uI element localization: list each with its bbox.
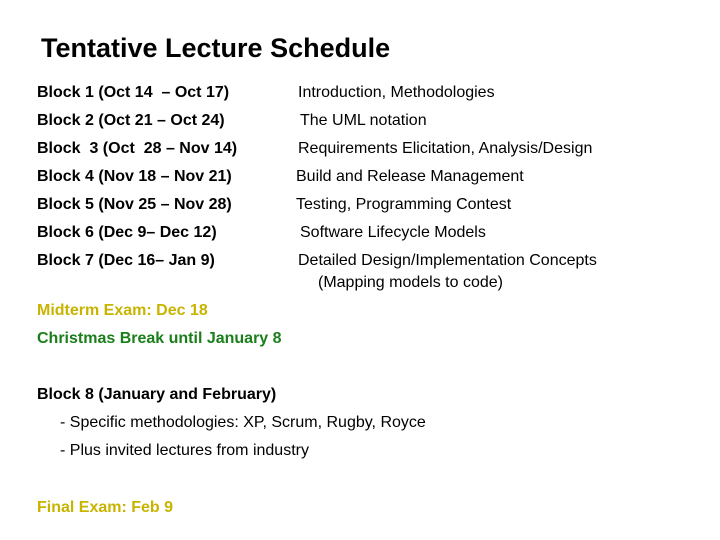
schedule-row [0, 252, 720, 274]
final-exam-note: Final Exam: Feb 9 [37, 499, 174, 516]
schedule-row [0, 84, 720, 106]
block-topic: Detailed Design/Implementation Concepts [298, 252, 597, 269]
block-topic: Requirements Elicitation, Analysis/Design [298, 140, 593, 157]
midterm-exam-note: Midterm Exam: Dec 18 [37, 302, 208, 319]
schedule-row [0, 168, 720, 190]
block-label: Block 7 (Dec 16– Jan 9) [37, 252, 215, 269]
block-topic-continuation: (Mapping models to code) [318, 274, 503, 291]
block-label: Block 6 (Dec 9– Dec 12) [37, 224, 217, 241]
page-title: Tentative Lecture Schedule [41, 33, 391, 63]
block-topic: Testing, Programming Contest [296, 196, 512, 213]
block-topic: Build and Release Management [296, 168, 524, 185]
block8-item: - Plus invited lectures from industry [60, 442, 309, 459]
block-label: Block 5 (Nov 25 – Nov 28) [37, 196, 232, 213]
block-label: Block 4 (Nov 18 – Nov 21) [37, 168, 232, 185]
block8-item: - Specific methodologies: XP, Scrum, Rugby, Royce [60, 414, 426, 431]
schedule-row [0, 196, 720, 218]
block-label: Block 2 (Oct 21 – Oct 24) [37, 112, 225, 129]
schedule-row [0, 140, 720, 162]
block-label: Block 1 (Oct 14 – Oct 17) [37, 84, 230, 101]
block-topic: Software Lifecycle Models [300, 224, 486, 241]
block8-heading: Block 8 (January and February) [37, 386, 277, 403]
block-label: Block 3 (Oct 28 – Nov 14) [37, 140, 238, 157]
block-topic: The UML notation [300, 112, 427, 129]
christmas-break-note: Christmas Break until January 8 [37, 330, 282, 347]
schedule-row [0, 112, 720, 134]
block-topic: Introduction, Methodologies [298, 84, 495, 101]
schedule-row [0, 224, 720, 246]
